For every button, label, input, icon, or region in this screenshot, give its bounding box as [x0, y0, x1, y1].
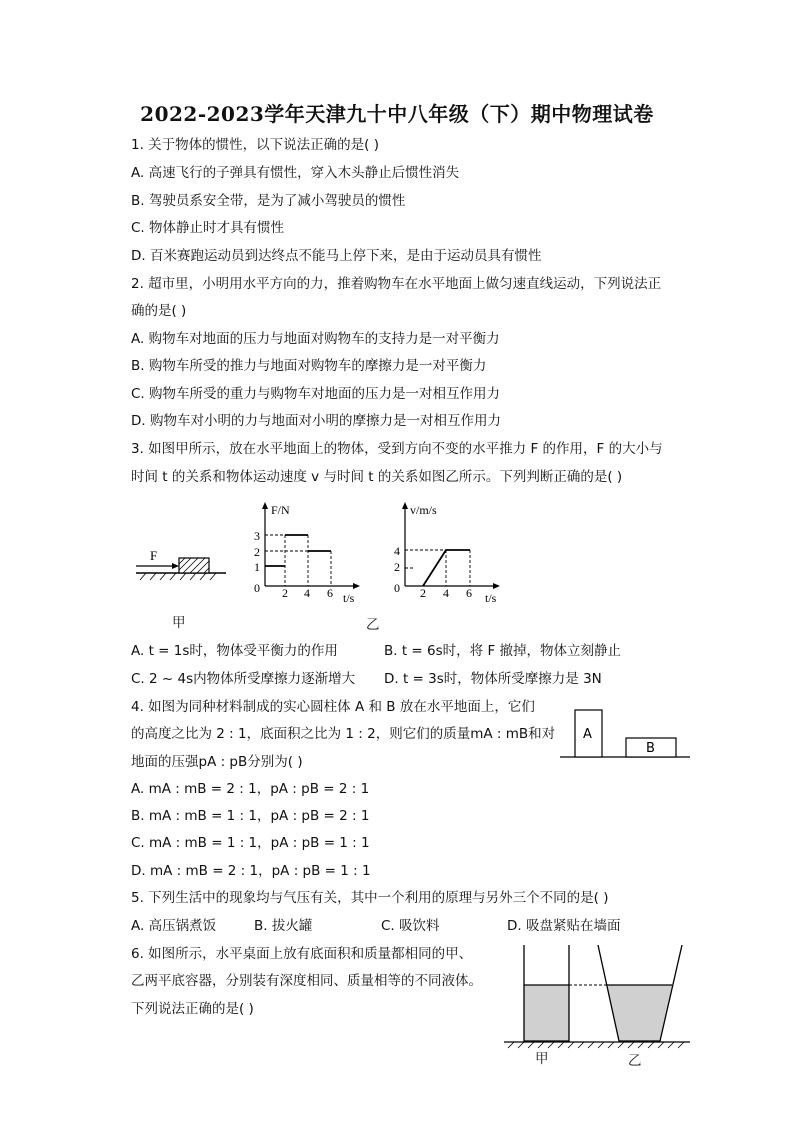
question-3-stem-line1: 3. 如图甲所示，放在水平地面上的物体，受到方向不变的水平推力 F 的作用，F 的大小与 — [131, 441, 663, 457]
x-tick-4: 4 — [304, 586, 310, 600]
x-tick-2: 2 — [282, 586, 288, 600]
question-4-option-a: A. mA : mB = 2 : 1，pA : pB = 2 : 1 — [131, 781, 370, 797]
question-6-stem-line1: 6. 如图所示，水平桌面上放有底面积和质量都相同的甲、 — [131, 946, 473, 962]
question-1-stem: 1. 关于物体的惯性，以下说法正确的是( ) — [131, 137, 379, 153]
q3-block-figure — [130, 540, 230, 590]
question-3-option-c: C. 2 ~ 4s内物体所受摩擦力逐渐增大 — [131, 671, 356, 687]
question-1-option-d: D. 百米赛跑运动员到达终点不能马上停下来，是由于运动员具有惯性 — [131, 248, 542, 264]
question-1-option-a: A. 高速飞行的子弹具有惯性，穿入木头静止后惯性消失 — [131, 165, 460, 181]
y-tick-3: 3 — [254, 529, 260, 543]
question-5-option-c: C. 吸饮料 — [381, 918, 440, 934]
origin-label: 0 — [394, 581, 400, 595]
y-axis-label: F/N — [271, 503, 290, 517]
y-tick-1: 1 — [254, 560, 260, 574]
q6-caption-right: 乙 — [628, 1053, 642, 1069]
question-5-stem: 5. 下列生活中的现象均与气压有关，其中一个利用的原理与另外三个不同的是( ) — [131, 890, 609, 906]
q3-caption-right: 乙 — [366, 617, 380, 633]
question-5-option-b: B. 拔火罐 — [254, 918, 313, 934]
q6-containers-figure — [502, 945, 692, 1050]
page-title: 2022-2023学年天津九十中八年级（下）期中物理试卷 — [140, 102, 654, 126]
y-tick-2: 2 — [394, 560, 400, 574]
question-6-stem-line2: 乙两平底容器，分别装有深度相同、质量相等的不同液体。 — [131, 973, 482, 989]
question-4-option-c: C. mA : mB = 1 : 1，pA : pB = 1 : 1 — [131, 835, 370, 851]
question-2-option-c: C. 购物车所受的重力与购物车对地面的压力是一对相互作用力 — [131, 386, 501, 402]
question-2-stem-line1: 2. 超市里，小明用水平方向的力，推着购物车在水平地面上做匀速直线运动，下列说法正 — [131, 276, 662, 292]
y-axis-label: v/m/s — [410, 503, 437, 517]
question-1-option-b: B. 驾驶员系安全带，是为了减小驾驶员的惯性 — [131, 193, 406, 209]
question-2-option-d: D. 购物车对小明的力与地面对小明的摩擦力是一对相互作用力 — [131, 413, 501, 429]
question-5-option-d: D. 吸盘紧贴在墙面 — [507, 918, 621, 934]
question-2-option-b: B. 购物车所受的推力与地面对购物车的摩擦力是一对平衡力 — [131, 358, 487, 374]
y-tick-4: 4 — [394, 544, 400, 558]
question-3-option-d: D. t = 3s时，物体所受摩擦力是 3N — [384, 671, 602, 687]
force-time-graph — [250, 500, 360, 610]
y-tick-2: 2 — [254, 545, 260, 559]
question-1-option-c: C. 物体静止时才具有惯性 — [131, 220, 285, 236]
question-3-stem-line2: 时间 t 的关系和物体运动速度 v 与时间 t 的关系如图乙所示。下列判断正确的是( ) — [131, 469, 623, 485]
x-tick-6: 6 — [327, 586, 333, 600]
x-axis-label: t/s — [343, 591, 355, 605]
question-2-option-a: A. 购物车对地面的压力与地面对购物车的支持力是一对平衡力 — [131, 331, 500, 347]
q3-caption-left: 甲 — [172, 615, 186, 631]
x-tick-2: 2 — [420, 586, 426, 600]
q6-caption-left: 甲 — [535, 1051, 549, 1067]
q4-cylinders-figure — [558, 700, 692, 762]
x-axis-label: t/s — [485, 591, 497, 605]
velocity-time-graph — [390, 500, 502, 610]
question-3-option-b: B. t = 6s时，将 F 撤掉，物体立刻静止 — [384, 643, 622, 659]
x-tick-4: 4 — [443, 586, 449, 600]
question-4-option-b: B. mA : mB = 1 : 1，pA : pB = 2 : 1 — [131, 808, 370, 824]
container-jia-liquid — [524, 985, 569, 1041]
question-2-stem-line2: 确的是( ) — [131, 303, 187, 319]
cylinder-b-label: B — [646, 741, 655, 756]
question-4-stem-line2: 的高度之比为 2 : 1，底面积之比为 1 : 2，则它们的质量mA : mB和对 — [131, 726, 556, 742]
origin-label: 0 — [254, 581, 260, 595]
velocity-line — [423, 550, 470, 586]
force-label: F — [150, 548, 158, 563]
question-4-stem-line3: 地面的压强pA : pB分别为( ) — [131, 754, 303, 770]
question-4-stem-line1: 4. 如图为同种材料制成的实心圆柱体 A 和 B 放在水平地面上，它们 — [131, 699, 535, 715]
question-3-option-a: A. t = 1s时，物体受平衡力的作用 — [131, 643, 338, 659]
question-4-option-d: D. mA : mB = 2 : 1，pA : pB = 1 : 1 — [131, 863, 371, 879]
question-6-stem-line3: 下列说法正确的是( ) — [131, 1001, 254, 1017]
x-tick-6: 6 — [466, 586, 472, 600]
cylinder-a-label: A — [583, 727, 592, 742]
question-5-option-a: A. 高压锅煮饭 — [131, 918, 217, 934]
